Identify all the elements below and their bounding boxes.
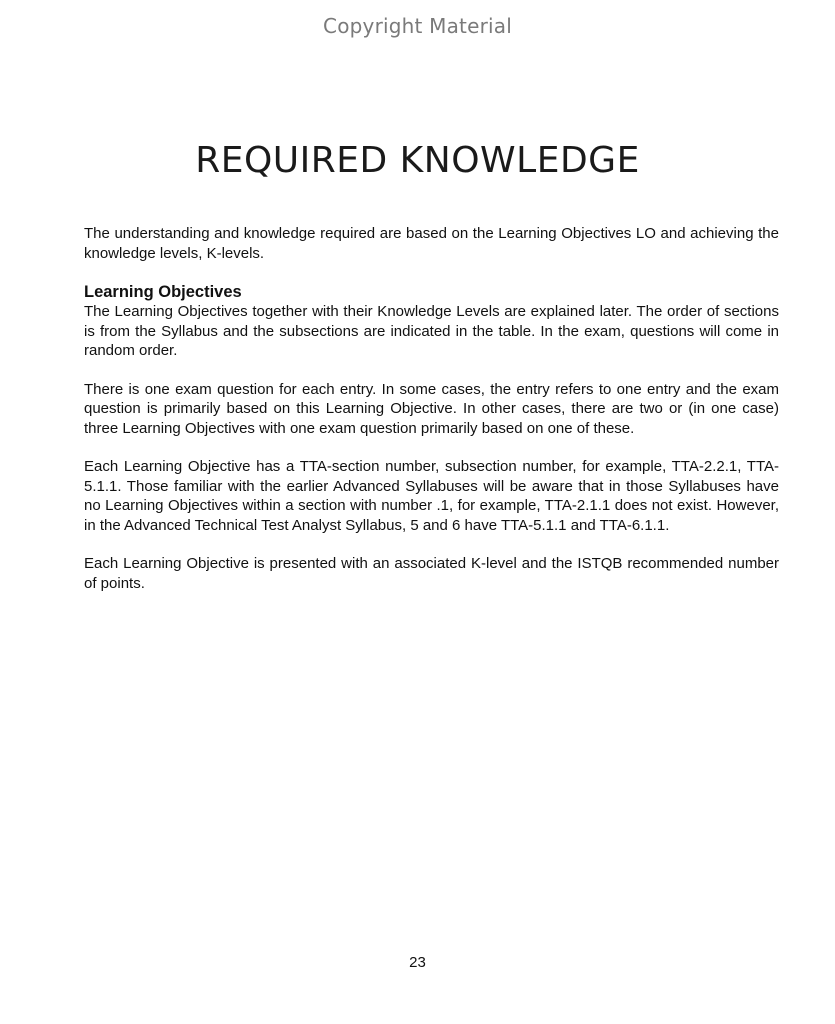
page-title: REQUIRED KNOWLEDGE	[195, 140, 640, 181]
paragraph: Each Learning Objective has a TTA-section number, subsection number, for example, TTA-2.2.1, TTA-5.1.1. Those familiar with the earlier Advanced Syllabuses will be aware that in those Syllabuses have no Learning Objectives within a section with number .1, for example, TTA-2.1.1 does not exist. However, in the Advanced Technical Test Analyst Syllabus, 5 and 6 have TTA-5.1.1 and TTA-6.1.1.	[84, 458, 779, 534]
copyright-notice: Copyright Material	[323, 14, 512, 38]
page-number: 23	[409, 954, 426, 971]
paragraph: There is one exam question for each entry. In some cases, the entry refers to one entry and the exam question is primarily based on this Learning Objective. In other cases, there are two or (in one case) three Learning Objectives with one exam question primarily based on one of these.	[84, 380, 779, 437]
page-body	[84, 224, 779, 612]
section-heading: Learning Objectives	[84, 283, 242, 301]
learning-objectives-section	[84, 282, 779, 593]
paragraph: Each Learning Objective is presented with an associated K-level and the ISTQB recommended number of points.	[84, 555, 779, 592]
intro-paragraph: The understanding and knowledge required are based on the Learning Objectives LO and achieving the knowledge levels, K-levels.	[84, 225, 779, 262]
paragraph: The Learning Objectives together with their Knowledge Levels are explained later. The order of sections is from the Syllabus and the subsections are indicated in the table. In the exam, questions will come in random order.	[84, 303, 779, 359]
